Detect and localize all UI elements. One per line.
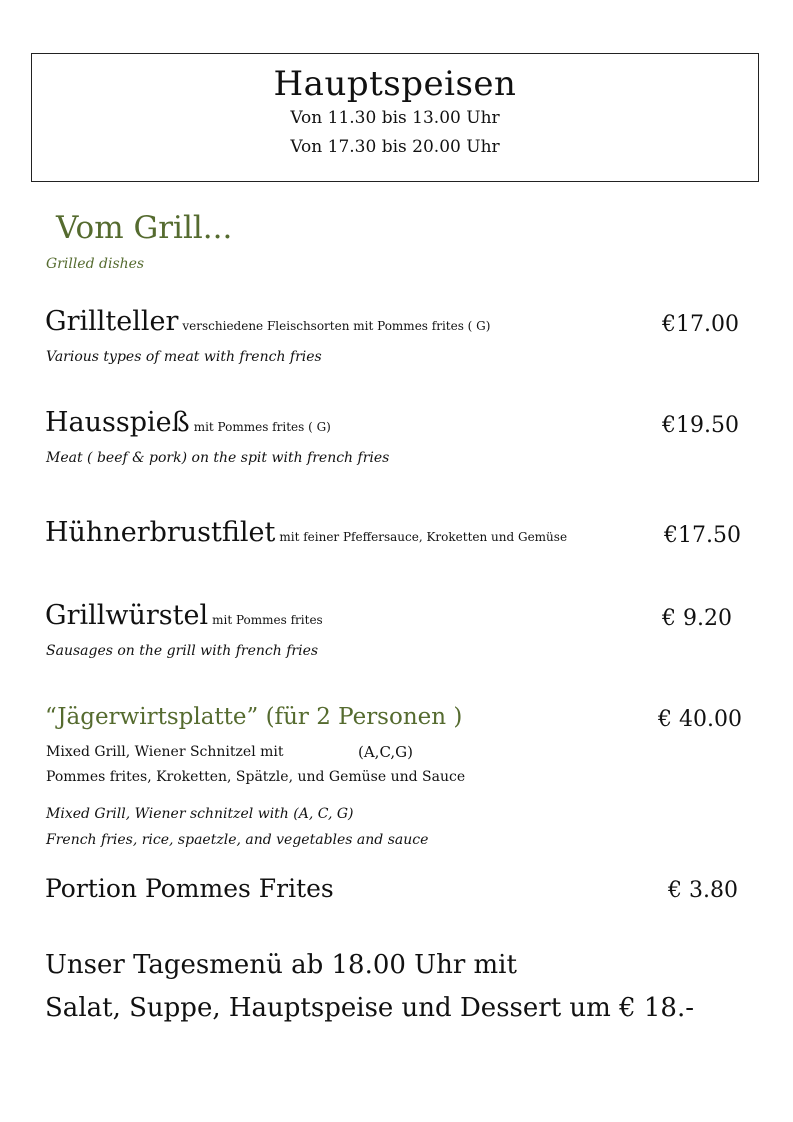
opening-hours-dinner: Von 17.30 bis 20.00 Uhr [290, 137, 500, 157]
item-description: mit feiner Pfeffersauce, Kroketten und Gemüse [279, 530, 568, 544]
item-name: Hausspieß [45, 407, 190, 438]
item-description: mit Pommes frites [212, 613, 323, 627]
daily-menu-line-2: Salat, Suppe, Hauptspeise und Dessert um € 18.- [45, 993, 695, 1023]
item-price: € 3.80 [668, 878, 738, 903]
platter-english-line-2: French fries, rice, spaetzle, and vegetables and sauce [46, 832, 429, 848]
header-box [31, 53, 759, 182]
platter-german-line-1: Mixed Grill, Wiener Schnitzel mit [46, 744, 284, 760]
item-description: verschiedene Fleischsorten mit Pommes frites ( G) [182, 319, 491, 333]
menu-item-huehnerbrustfilet [45, 517, 567, 548]
section-subtitle: Grilled dishes [46, 256, 145, 272]
item-english-description: Various types of meat with french fries [46, 349, 322, 365]
item-english-description: Meat ( beef & pork) on the spit with french fries [46, 450, 390, 466]
platter-german-line-2: Pommes frites, Kroketten, Spätzle, und Gemüse und Sauce [46, 769, 466, 785]
item-price: €17.00 [662, 312, 739, 337]
platter-english-line-1: Mixed Grill, Wiener schnitzel with (A, C, G) [46, 806, 354, 822]
opening-hours-lunch: Von 11.30 bis 13.00 Uhr [290, 108, 500, 128]
item-name: Grillwürstel [45, 600, 209, 631]
item-price: €17.50 [664, 523, 741, 548]
item-price: €19.50 [662, 413, 739, 438]
menu-item-grillwuerstel [45, 600, 323, 631]
item-name: Hühnerbrustfilet [45, 517, 276, 548]
item-price: € 40.00 [658, 707, 742, 732]
item-english-description: Sausages on the grill with french fries [46, 643, 319, 659]
platter-allergens: (A,C,G) [358, 743, 413, 761]
menu-item-grillteller [45, 306, 490, 337]
section-title: Vom Grill... [56, 210, 233, 246]
menu-item-hausspiess [45, 407, 331, 438]
daily-menu-line-1: Unser Tagesmenü ab 18.00 Uhr mit [45, 950, 517, 980]
item-price: € 9.20 [662, 606, 732, 631]
menu-item-portion-pommes: Portion Pommes Frites [45, 874, 334, 903]
item-name: Grillteller [45, 306, 179, 337]
page-title: Hauptspeisen [273, 64, 517, 104]
menu-item-jaegerwirtsplatte: “Jägerwirtsplatte” (für 2 Personen ) [45, 704, 463, 730]
item-description: mit Pommes frites ( G) [193, 420, 331, 434]
